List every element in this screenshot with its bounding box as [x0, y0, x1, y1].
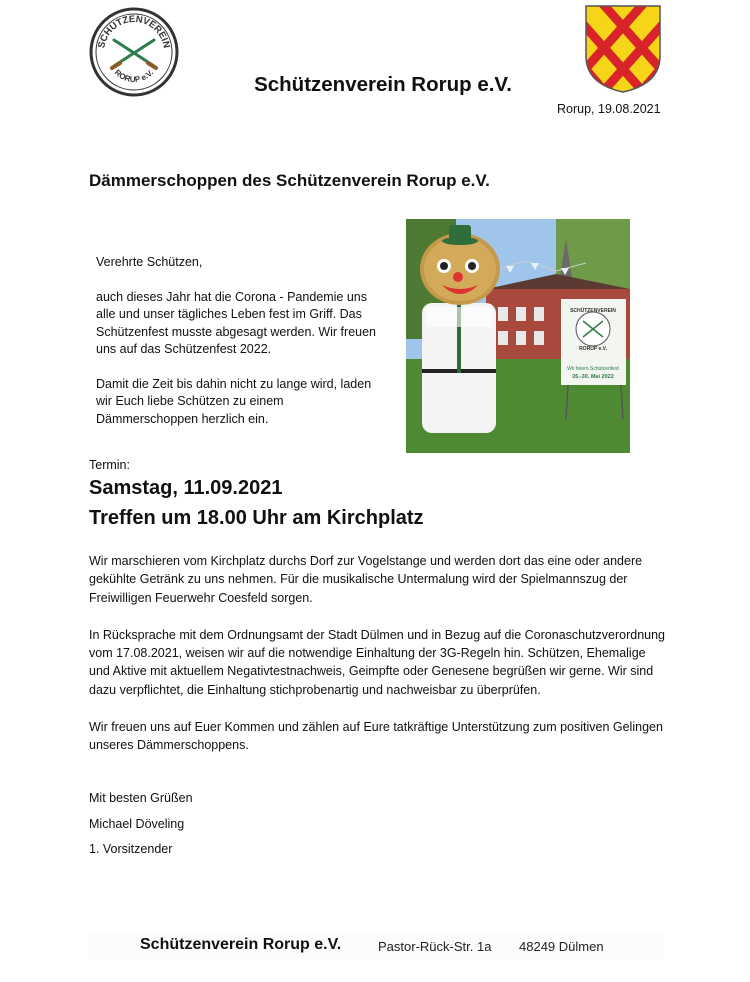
- svg-text:Wir feiern Schützenfest: Wir feiern Schützenfest: [567, 366, 619, 372]
- org-title: Schützenverein Rorup e.V.: [254, 73, 512, 96]
- signer-name: Michael Döveling: [89, 817, 185, 831]
- footer-org-name: Schützenverein Rorup e.V.: [140, 936, 342, 953]
- closing-greeting: Mit besten Grüßen: [89, 791, 193, 805]
- headline: Dämmerschoppen des Schützenverein Rorup e.V.: [89, 171, 490, 190]
- footer-street: Pastor-Rück-Str. 1a: [378, 939, 492, 954]
- event-photo: [406, 219, 630, 453]
- letter-intro: [96, 254, 386, 445]
- event-time: Treffen um 18.00 Uhr am Kirchplatz: [89, 507, 424, 529]
- salutation: Verehrte Schützen,: [96, 255, 203, 269]
- footer-city: 48249 Dülmen: [519, 939, 604, 954]
- letter-paragraph: Damit die Zeit bis dahin nicht zu lange wird, laden wir Euch liebe Schützen zu einem Dämmerschoppen herzlich ein.: [96, 376, 372, 426]
- body-paragraph: In Rücksprache mit dem Ordnungsamt der Stadt Dülmen und in Bezug auf die Coronaschutzverordnung vom 17.08.2021, weisen wir auf die notwendige Einhaltung der 3G-Regeln hin. Schützen, Ehemalige und Aktive mit aktuellem Negativtestnachweis, Geimpfte oder Genesene begrüßen wir gerne. Wir sind dazu verpflichtet, die Einhaltung stichprobenartig und nachweisbar zu überprüfen.: [89, 627, 666, 697]
- body-paragraph: Wir marschieren vom Kirchplatz durchs Dorf zur Vogelstange und werden dort das eine oder andere gekühlte Getränk zu uns nehmen. Für die musikalische Untermalung wird der Spielmannszug der Freiwilligen Feuerwehr Coesfeld sorgen.: [89, 554, 643, 605]
- svg-text:RORUP e.V.: RORUP e.V.: [579, 346, 607, 352]
- svg-text:SCHÜTZENVEREIN: SCHÜTZENVEREIN: [96, 13, 172, 50]
- signer-role: 1. Vorsitzender: [89, 842, 173, 856]
- svg-text:RORUP e.V.: RORUP e.V.: [112, 67, 156, 85]
- svg-text:SCHÜTZENVEREIN: SCHÜTZENVEREIN: [570, 308, 616, 314]
- letter-body: [89, 552, 669, 773]
- place-date: Rorup, 19.08.2021: [557, 102, 661, 116]
- termin-label: Termin:: [89, 458, 130, 472]
- letter-paragraph: auch dieses Jahr hat die Corona - Pandemie uns alle und unser tägliches Leben fest im Griff. Das Schützenfest musste abgesagt werden. Wir freuen uns auf das Schützenfest 2022.: [96, 289, 377, 357]
- svg-text:26.-30. Mai 2022: 26.-30. Mai 2022: [572, 374, 614, 380]
- body-paragraph: Wir freuen uns auf Euer Kommen und zählen auf Eure tatkräftige Unterstützung zum positiven Gelingen unseres Dämmerschoppens.: [89, 719, 663, 753]
- event-date: Samstag, 11.09.2021: [89, 477, 283, 499]
